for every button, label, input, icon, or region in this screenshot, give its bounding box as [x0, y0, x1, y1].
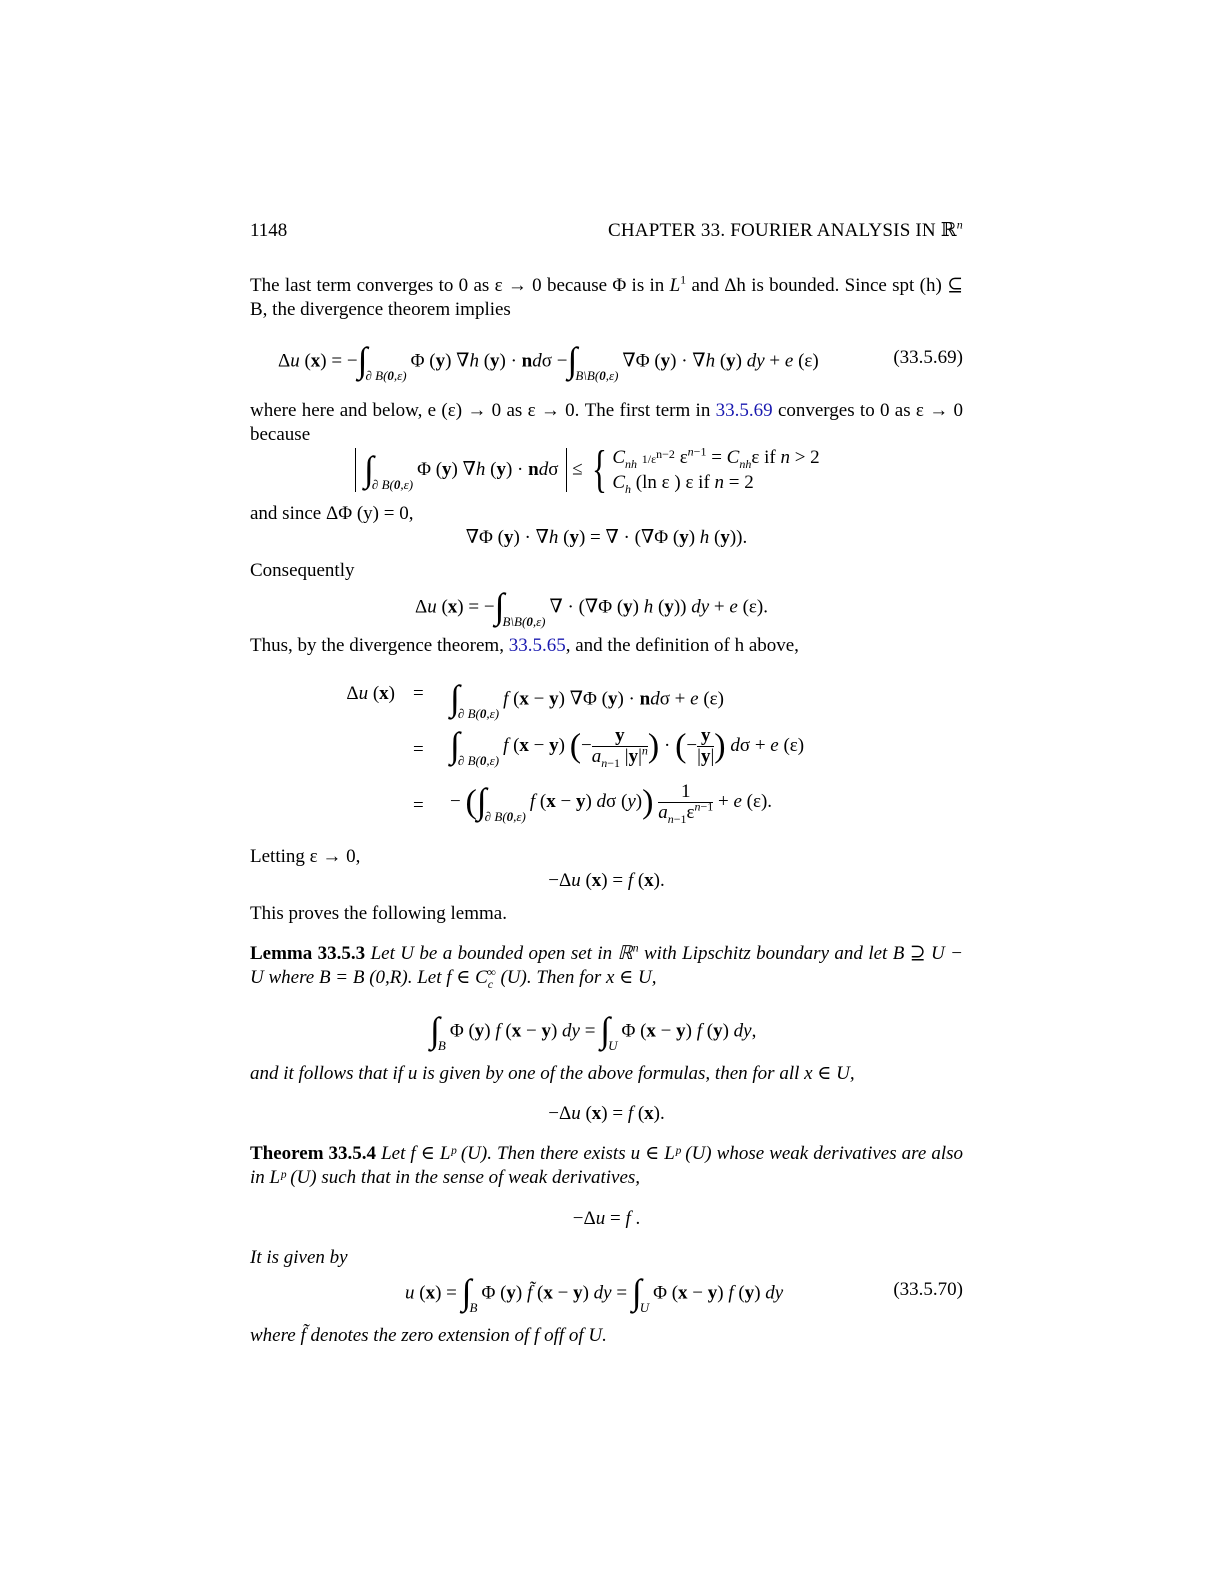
- equation-link-33-5-65[interactable]: 33.5.65: [508, 635, 566, 656]
- chapter-title: CHAPTER 33. FOURIER ANALYSIS IN ℝ$^n$: [608, 217, 963, 241]
- equation-poisson-1: −Δu (x) = f (x).: [548, 870, 665, 891]
- paragraph-thus: Thus, by the divergence theorem, 33.5.65, and the definition of h above,: [250, 635, 799, 656]
- text-and-since: and since ΔΦ (y) = 0,: [250, 503, 414, 524]
- equation-consequently: Δu (x) = −∫B\B(0,ε)∇ · (∇Φ (y) h (y)) dy + e (ε).: [415, 586, 768, 630]
- equation-33-5-70: u (x) = ∫BΦ (y) f̃ (x − y) dy = ∫UΦ (x − y) f (y) dy (33.5.70): [405, 1272, 963, 1316]
- theorem-given-by: It is given by: [250, 1247, 348, 1268]
- equation-number: (33.5.70): [893, 1279, 963, 1300]
- running-header: [250, 219, 963, 243]
- lemma-conclusion: and it follows that if u is given by one of the above formulas, then for all x ∈ U,: [250, 1063, 855, 1084]
- page: [250, 0, 963, 1584]
- equation-number: (33.5.69): [893, 347, 963, 368]
- paragraph-first-term: where here and below, e (ε) → 0 as ε → 0. The first term in 33.5.69 converges to 0 as ε → 0 because: [250, 400, 963, 445]
- text-letting: Letting ε → 0,: [250, 846, 361, 867]
- equation-gradient-identity: ∇Φ (y) · ∇h (y) = ∇ · (∇Φ (y) h (y)).: [465, 527, 748, 548]
- page-number: 1148: [250, 220, 288, 241]
- equation-align-line-2: = ∫∂ B(0,ε)f (x − y) (− $\frac{y}{a_{n-1} |y|^n}$ ) · (− $\frac{y}{|y|}$ ) dσ + e (ε): [413, 724, 805, 770]
- equation-align-line-3: = − (∫∂ B(0,ε)f (x − y) dσ (y)) $\frac{1}{a_{n-1}\varepsilon^{n-1}}$ + e (ε).: [413, 780, 773, 826]
- equation-bound: ∫∂ B(0,ε)Φ (y) ∇h (y) · ndσ ≤ { $C_{nh}$ $1/\varepsilon^{n-2}$ $\varepsilon^{n-1} = C_{nh}\varepsilon$ if n > 2 $C_h$ (ln ε ) ε if n = 2: [250, 440, 963, 496]
- theorem-zero-extension: where f̃ denotes the zero extension of f off of U.: [250, 1325, 607, 1346]
- equation-link-33-5-69[interactable]: 33.5.69: [715, 400, 773, 421]
- lemma-33-5-3: Lemma 33.5.3 Let U be a bounded open set in ℝ$^n$ with Lipschitz boundary and let B ⊇ U − U where B = B (0,R). Let f ∈ $C_c^\infty$ (U). Then for x ∈ U,: [250, 940, 964, 991]
- equation-lemma: ∫BΦ (y) f (x − y) dy = ∫UΦ (x − y) f (y) dy,: [430, 1010, 757, 1054]
- equation-poisson-3: −Δu = f .: [572, 1208, 641, 1229]
- equation-poisson-2: −Δu (x) = f (x).: [548, 1103, 665, 1124]
- text-consequently: Consequently: [250, 560, 355, 581]
- theorem-33-5-4: Theorem 33.5.4 Let f ∈ Lᵖ (U). Then there exists u ∈ Lᵖ (U) whose weak derivatives are also in Lᵖ (U) such that in the sense of weak derivatives,: [250, 1143, 963, 1188]
- text-proves: This proves the following lemma.: [250, 903, 507, 924]
- equation-align-line-1: Δu (x) = ∫∂ B(0,ε)f (x − y) ∇Φ (y) · ndσ + e (ε): [346, 678, 724, 722]
- equation-33-5-69: Δu (x) = −∫∂ B(0,ε)Φ (y) ∇h (y) · ndσ −∫B\B(0,ε)∇Φ (y) · ∇h (y) dy + e (ε) (33.5.69): [278, 340, 963, 384]
- paragraph-last-term: The last term converges to 0 as ε → 0 because Φ is in $L^1$ and Δh is bounded. Since spt (h) ⊆ B, the divergence theorem implies: [250, 272, 963, 320]
